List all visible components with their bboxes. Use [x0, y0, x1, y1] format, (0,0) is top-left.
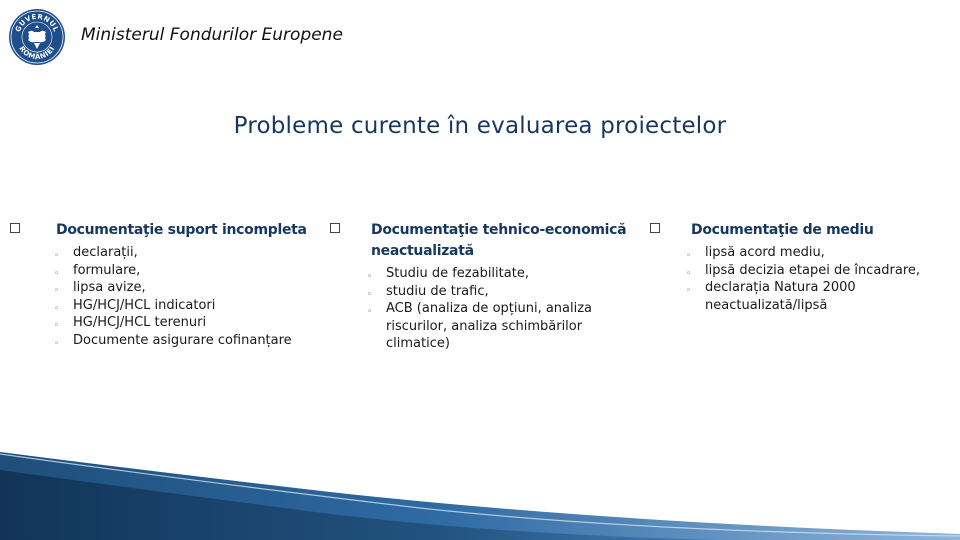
list-item [54, 279, 320, 297]
column-heading: Documentaţie de mediu [691, 222, 874, 238]
circle-bullet-icon: ◦ [54, 321, 60, 332]
bullet-list [650, 244, 950, 314]
square-bullet-icon [10, 223, 20, 233]
list-item-text: declarații, [73, 245, 138, 260]
column-heading-row [330, 219, 640, 261]
list-item [54, 314, 320, 332]
list-item [367, 300, 640, 353]
list-item [686, 244, 950, 262]
square-bullet-icon [650, 223, 660, 233]
list-item [686, 279, 950, 314]
logo-text-top: GUVERNUL [13, 12, 61, 34]
circle-bullet-icon: ◦ [54, 303, 60, 314]
circle-bullet-icon: ◦ [54, 251, 60, 261]
slide-title: Probleme curente în evaluarea proiectelor [233, 113, 727, 139]
circle-bullet-icon: ◦ [686, 268, 692, 279]
circle-bullet-icon: ◦ [367, 272, 373, 282]
circle-bullet-icon: ◦ [54, 338, 60, 349]
list-item-text: lipsa avize, [73, 280, 146, 296]
column-heading-row [10, 219, 320, 240]
list-item [54, 297, 320, 315]
circle-bullet-icon: ◦ [367, 307, 373, 318]
list-item [367, 283, 640, 301]
circle-bullet-icon: ◦ [367, 289, 373, 300]
list-item-text: studiu de trafic, [386, 283, 489, 299]
list-item [367, 265, 640, 283]
ministry-name: Ministerul Fondurilor Europene [81, 25, 343, 45]
column-heading: Documentaţie tehnico-economică neactualizată [371, 222, 627, 259]
list-item-text: lipsă acord mediu, [705, 245, 825, 260]
circle-bullet-icon: ◦ [686, 251, 692, 261]
circle-bullet-icon: ◦ [54, 286, 60, 297]
government-seal-logo [8, 8, 66, 66]
list-item-text: lipsă decizia etapei de încadrare, [705, 262, 921, 278]
list-item-text: declarația Natura 2000 neactualizată/lipsă [705, 280, 856, 313]
list-item [54, 244, 320, 262]
list-item-text: HG/HCJ/HCL indicatori [73, 297, 216, 313]
list-item-text: HG/HCJ/HCL terenuri [73, 315, 207, 331]
list-item [686, 262, 950, 280]
circle-bullet-icon: ◦ [54, 268, 60, 279]
column-supporting-docs [10, 219, 320, 350]
list-item-text: Documente asigurare cofinanțare [73, 332, 292, 348]
list-item-text: Studiu de fezabilitate, [386, 266, 529, 281]
decorative-wave [0, 452, 960, 540]
bullet-list [10, 244, 320, 350]
list-item-text: ACB (analiza de opțiuni, analiza riscurilor, analiza schimbărilor climatice) [386, 301, 593, 352]
column-technical-docs [330, 219, 640, 353]
column-environment-docs [650, 219, 950, 314]
column-heading-row [650, 219, 950, 240]
list-item [54, 262, 320, 280]
list-item [54, 332, 320, 350]
logo-text-bottom: ROMÂNIEI [17, 44, 57, 62]
circle-bullet-icon: ◦ [686, 286, 692, 297]
square-bullet-icon [330, 223, 340, 233]
list-item-text: formulare, [73, 262, 141, 278]
column-heading: Documentaţie suport incompleta [56, 222, 307, 238]
bullet-list [330, 265, 640, 353]
